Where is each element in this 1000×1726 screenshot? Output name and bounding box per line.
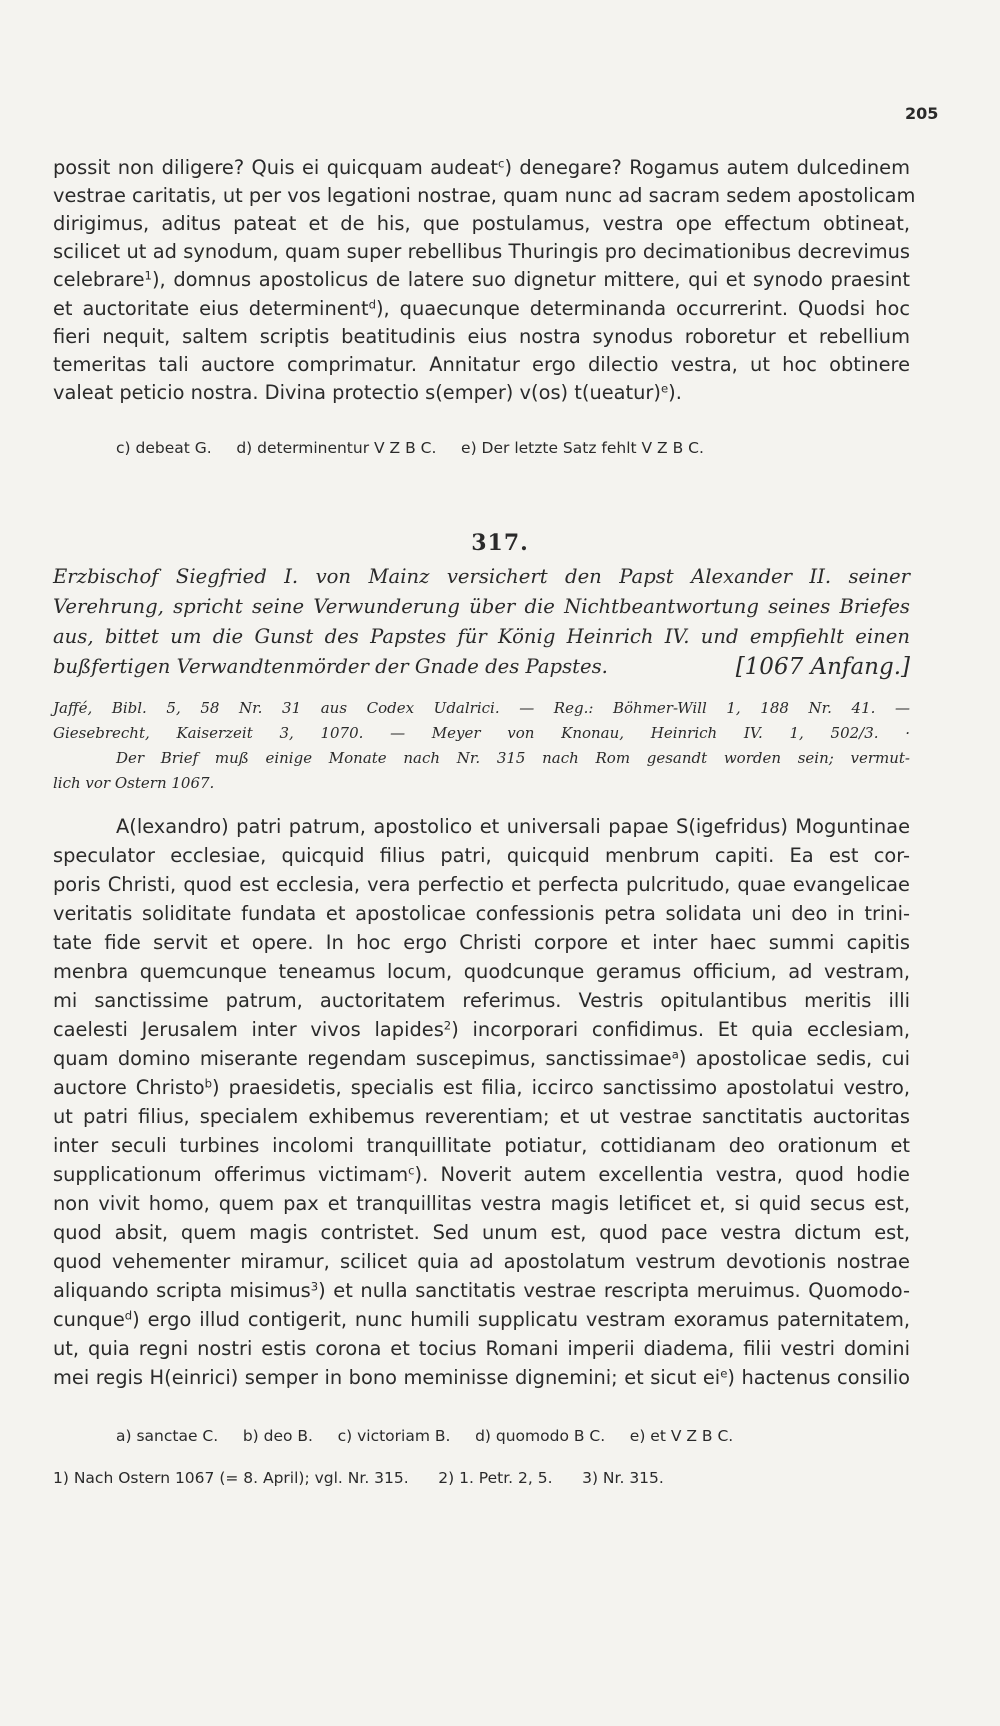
summary-line: bußfertigen Verwandtenmörder der Gnade des Papstes.	[53, 655, 608, 678]
continuation-footnotes: c) debeat G. d) determinentur V Z B C. e) Der letzte Satz fehlt V Z B C.	[116, 439, 704, 457]
footnote-marker: c	[408, 1163, 415, 1178]
text-line: mi sanctissime patrum, auctoritatem referimus. Vestris opitulantibus meritis illi	[53, 989, 910, 1012]
text-line: dirigimus, aditus pateat et de his, que postulamus, vestra ope effectum obtineat,	[53, 212, 910, 235]
text-line: ut, quia regni nostri estis corona et tocius Romani imperii diadema, filii vestri domini	[53, 1337, 910, 1360]
summary-line: aus, bittet um die Gunst des Papstes für König Heinrich IV. und empfiehlt einen	[53, 625, 910, 648]
text-line: quod absit, quem magis contristet. Sed unum est, quod pace vestra dictum est,	[53, 1221, 910, 1244]
text-line: temeritas tali auctore comprimatur. Annitatur ergo dilectio vestra, ut hoc obtinere	[53, 353, 910, 376]
text-line: mei regis H(einrici) semper in bono meminisse dignemini; et sicut $ei^e$) hactenus consilio	[53, 1366, 910, 1389]
source-line: Der Brief muß einige Monate nach Nr. 315 nach Rom gesandt worden sein; vermut-	[116, 749, 910, 767]
text-line: aliquando scripta misimus$^3$) et nulla sanctitatis vestrae rescripta meruimus. Quomodo-	[53, 1279, 910, 1302]
document-number: 317.	[471, 530, 529, 556]
source-line: Giesebrecht, Kaiserzeit 3, 1070. — Meyer von Knonau, Heinrich IV. 1, 502/3. ·	[53, 724, 910, 742]
text-line: non vivit homo, quem pax et tranquillitas vestra magis letificet et, si quid secus est,	[53, 1192, 910, 1215]
footnote-marker: 2	[443, 1018, 452, 1033]
source-line: lich vor Ostern 1067.	[53, 774, 215, 792]
footnote-marker: d	[368, 297, 376, 312]
text-line: A(lexandro) patri patrum, apostolico et universali papae S(igefridus) Moguntinae	[116, 815, 910, 838]
text-line: poris Christi, quod est ecclesia, vera perfectio et perfecta pulcritudo, quae evangelicae	[53, 873, 910, 896]
footnote-marker: a	[671, 1047, 679, 1062]
footnote-marker: 3	[310, 1279, 319, 1294]
text-line: veritatis soliditate fundata et apostolicae confessionis petra solidata uni deo in trini-	[53, 902, 910, 925]
text-line: vestrae caritatis, ut per vos legationi nostrae, quam nunc ad sacram sedem apostolicam	[53, 184, 916, 207]
footnote-marker: d	[124, 1308, 133, 1323]
text-line: tate fide servit et opere. In hoc ergo Christi corpore et inter haec summi capitis	[53, 931, 910, 954]
summary-line: Verehrung, spricht seine Verwunderung über die Nichtbeantwortung seines Briefes	[53, 595, 910, 618]
footnote-marker: e	[720, 1366, 728, 1381]
text-line: scilicet ut ad synodum, quam super rebellibus Thuringis pro decimationibus decrevimus	[53, 240, 910, 263]
text-line: cunque$^d$) ergo illud contigerit, nunc humili supplicatu vestram exoramus paternitatem,	[53, 1308, 910, 1331]
page-number: 205	[905, 104, 939, 123]
document-date: [1067 Anfang.]	[735, 654, 910, 680]
footnote-marker: b	[204, 1076, 212, 1091]
text-line: fieri nequit, saltem scriptis beatitudinis eius nostra synodus roboretur et rebellium	[53, 325, 910, 348]
text-line: valeat peticio nostra. Divina protectio s(emper) v(os) t(ueatur)$^e$).	[53, 381, 682, 404]
text-line: et auctoritate eius determinent$^d$), quaecunque determinanda occurrerint. Quodsi hoc	[53, 297, 910, 320]
text-line: quam domino miserante regendam suscepimus, sanctissimae$^a$) apostolicae sedis, cui	[53, 1047, 910, 1070]
footnote-marker: 1	[144, 268, 152, 283]
text-line: speculator ecclesiae, quicquid filius patri, quicquid menbrum capiti. Ea est cor-	[53, 844, 910, 867]
numbered-footnotes: 1) Nach Ostern 1067 (= 8. April); vgl. Nr. 315. 2) 1. Petr. 2, 5. 3) Nr. 315.	[53, 1469, 664, 1487]
source-line: Jaffé, Bibl. 5, 58 Nr. 31 aus Codex Udalrici. — Reg.: Böhmer-Will 1, 188 Nr. 41. —	[53, 699, 910, 717]
footnote-marker: e	[660, 381, 669, 396]
text-line: caelesti Jerusalem inter vivos lapides$^2$) incorporari confidimus. Et quia ecclesiam,	[53, 1018, 910, 1041]
text-line: celebrare$^1$), domnus apostolicus de latere suo dignetur mittere, qui et synodo praesint	[53, 268, 910, 291]
footnote-marker: c	[498, 156, 505, 171]
text-line: ut patri filius, specialem exhibemus reverentiam; et ut vestrae sanctitatis auctoritas	[53, 1105, 910, 1128]
letter-footnotes: a) sanctae C. b) deo B. c) victoriam B. d) quomodo B C. e) et V Z B C.	[116, 1427, 734, 1445]
text-line: possit non diligere? Quis ei quicquam audeat$^c$) denegare? Rogamus autem dulcedinem	[53, 156, 910, 179]
text-line: auctore Christo$^b$) praesidetis, specialis est filia, iccirco sanctissimo apostolatui vestro,	[53, 1076, 911, 1099]
text-line: menbra quemcunque teneamus locum, quodcunque geramus officium, ad vestram,	[53, 960, 910, 983]
summary-line: Erzbischof Siegfried I. von Mainz versichert den Papst Alexander II. seiner	[53, 565, 910, 588]
text-line: quod vehementer miramur, scilicet quia ad apostolatum vestrum devotionis nostrae	[53, 1250, 910, 1273]
text-line: inter seculi turbines incolomi tranquillitate potiatur, cottidianam deo orationum et	[53, 1134, 910, 1157]
text-line: supplicationum offerimus victimam$^c$). Noverit autem excellentia vestra, quod hodie	[53, 1163, 910, 1186]
